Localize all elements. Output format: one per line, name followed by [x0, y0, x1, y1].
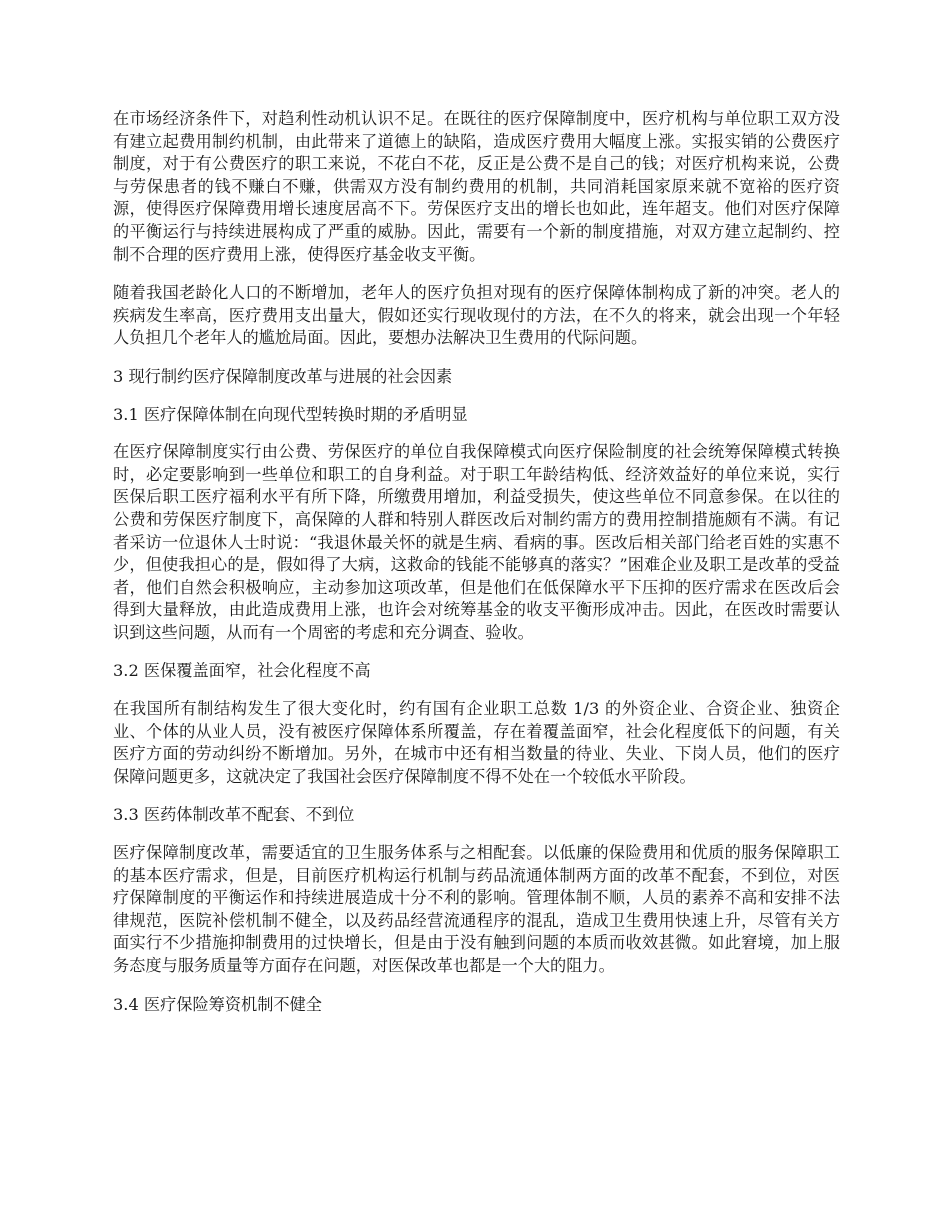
subsection-heading-3-3: 3.3 医药体制改革不配套、不到位: [113, 805, 355, 825]
paragraph-coverage: 在我国所有制结构发生了很大变化时，约有国有企业职工总数 1/3 的外资企业、合资企业、独资企业、个体的从业人员，没有被医疗保障体系所覆盖，存在着覆盖面窄，社会化程度低下的问题，有关医疗方面的劳动纠纷不断增加。另外，在城市中还有相当数量的待业、失业、下岗人员，他们的医疗保障问题更多，这就决定了我国社会医疗保障制度不得不处在一个较低水平阶段。: [113, 699, 840, 786]
subsection-heading-3-4: 3.4 医疗保险筹资机制不健全: [113, 994, 322, 1014]
paragraph-transition-conflict: 在医疗保障制度实行由公费、劳保医疗的单位自我保障模式向医疗保险制度的社会统筹保障模式转换时，必定要影响到一些单位和职工的自身利益。对于职工年龄结构低、经济效益好的单位来说，实行医保后职工医疗福利水平有所下降，所缴费用增加，利益受损失，使这些单位不同意参保。在以往的公费和劳保医疗制度下，高保障的人群和特别人群医改后对制约需方的费用控制措施颇有不满。有记者采访一位退休人士时说：“我退休最关怀的就是生病、看病的事。医改后相关部门给老百姓的实惠不少，但使我担心的是，假如得了大病，这救命的钱能不能够真的落实？”困难企业及职工是改革的受益者，他们自然会积极响应，主动参加这项改革，但是他们在低保障水平下压抑的医疗需求在医改后会得到大量释放，由此造成费用上涨，也许会对统筹基金的收支平衡形成冲击。因此，在医改时需要认识到这些问题，从而有一个周密的考虑和充分调查、验收。: [113, 442, 840, 642]
subsection-heading-3-1: 3.1 医疗保障体制在向现代型转换时期的矛盾明显: [113, 404, 468, 424]
paragraph-market-economy: 在市场经济条件下，对趋利性动机认识不足。在既往的医疗保障制度中，医疗机构与单位职工双方没有建立起费用制约机制，由此带来了道德上的缺陷，造成医疗费用大幅度上涨。实报实销的公费医疗制度，对于有公费医疗的职工来说，不花白不花，反正是公费不是自己的钱；对医疗机构来说，公费与劳保患者的钱不赚白不赚，供需双方没有制约费用的机制，共同消耗国家原来就不宽裕的医疗资源，使得医疗保障费用增长速度居高不下。劳保医疗支出的增长也如此，连年超支。他们对医疗保障的平衡运行与持续进展构成了严重的威胁。因此，需要有一个新的制度措施，对双方建立起制约、控制不合理的医疗费用上涨，使得医疗基金收支平衡。: [113, 109, 840, 264]
section-heading-3: 3 现行制约医疗保障制度改革与进展的社会因素: [113, 366, 453, 386]
paragraph-aging-population: 随着我国老龄化人口的不断增加，老年人的医疗负担对现有的医疗保障体制构成了新的冲突。老人的疾病发生率高，医疗费用支出量大，假如还实行现收现付的方法，在不久的将来，就会出现一个年轻人负担几个老年人的尴尬局面。因此，要想办法解决卫生费用的代际问题。: [113, 283, 840, 348]
document-page: [113, 108, 840, 1031]
subsection-heading-3-2: 3.2 医保覆盖面窄，社会化程度不高: [113, 661, 371, 681]
paragraph-pharma-reform: 医疗保障制度改革，需要适宜的卫生服务体系与之相配套。以低廉的保险费用和优质的服务保障职工的基本医疗需求，但是，目前医疗机构运行机制与药品流通体制两方面的改革不配套，不到位，对医疗保障制度的平衡运作和持续进展造成十分不利的影响。管理体制不顺，人员的素养不高和安排不法律规范，医院补偿机制不健全，以及药品经营流通程序的混乱，造成卫生费用快速上升，尽管有关方面实行不少措施抑制费用的过快增长，但是由于没有触到问题的本质而收效甚微。如此窘境，加上服务态度与服务质量等方面存在问题，对医保改革也都是一个大的阻力。: [113, 843, 840, 975]
